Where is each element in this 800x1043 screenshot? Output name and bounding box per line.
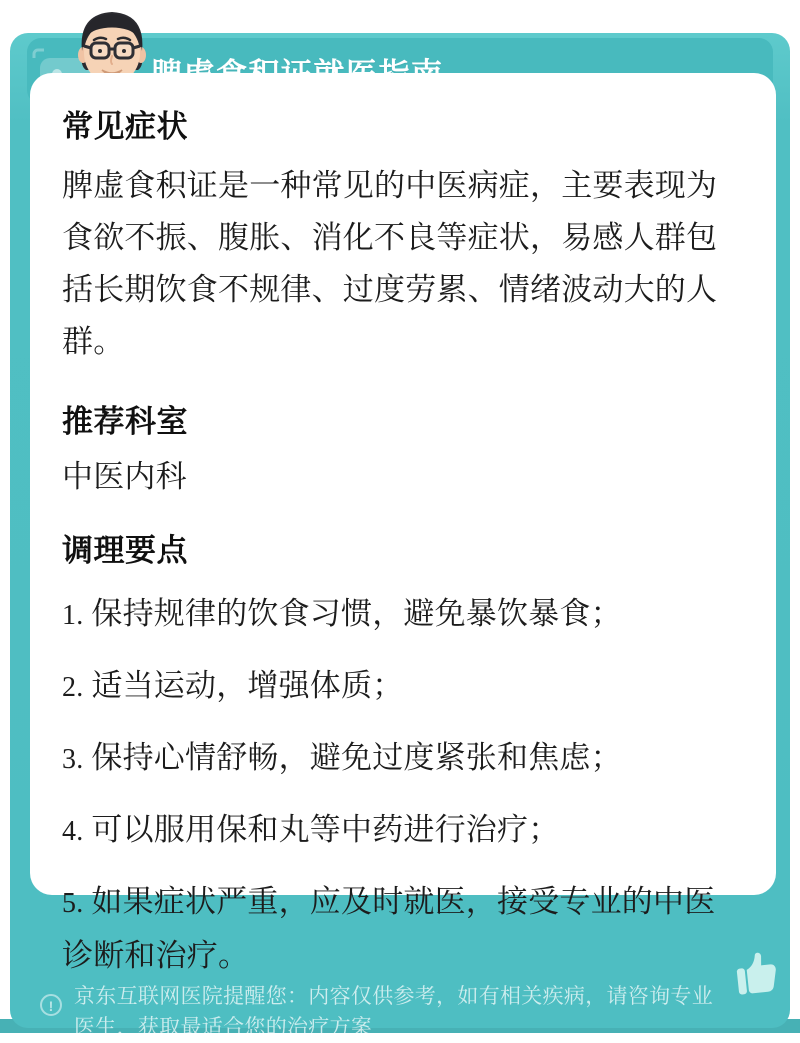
list-item-text: 可以服用保和丸等中药进行治疗； (91, 812, 560, 847)
list-item-number: 1. (62, 600, 84, 631)
list-item-text: 适当运动，增强体质； (91, 668, 404, 703)
disclaimer-text: 京东互联网医院提醒您：内容仅供参考，如有相关疾病，请咨询专业医生，获取最适合您的治疗方案 (74, 985, 713, 1039)
list-item-number: 5. (62, 888, 84, 919)
section-heading-department: 推荐科室 (62, 404, 188, 439)
footer-disclaimer-bar (40, 981, 740, 1043)
section-heading-tips: 调理要点 (62, 533, 188, 568)
content-card (30, 73, 776, 973)
list-item-number: 3. (62, 744, 84, 775)
list-item-text: 如果症状严重，应及时就医，接受专业的中医诊断和治疗。 (62, 884, 716, 973)
list-item-number: 2. (62, 672, 84, 703)
list-item (62, 732, 744, 786)
list-item (62, 660, 744, 714)
symptoms-paragraph: 脾虚食积证是一种常见的中医病症，主要表现为食欲不振、腹胀、消化不良等症状，易感人群包括长期饮食不规律、过度劳累、情绪波动大的人群。 (62, 168, 718, 359)
list-item-text: 保持心情舒畅，避免过度紧张和焦虑； (91, 740, 622, 775)
list-item-number: 4. (62, 816, 84, 847)
section-heading-symptoms: 常见症状 (62, 109, 188, 144)
list-item (62, 804, 744, 858)
list-item (62, 588, 744, 642)
info-circle-icon: ! (40, 994, 62, 1016)
list-item (62, 876, 744, 982)
list-item-text: 保持规律的饮食习惯，避免暴饮暴食； (91, 596, 622, 631)
department-value: 中医内科 (62, 459, 187, 494)
